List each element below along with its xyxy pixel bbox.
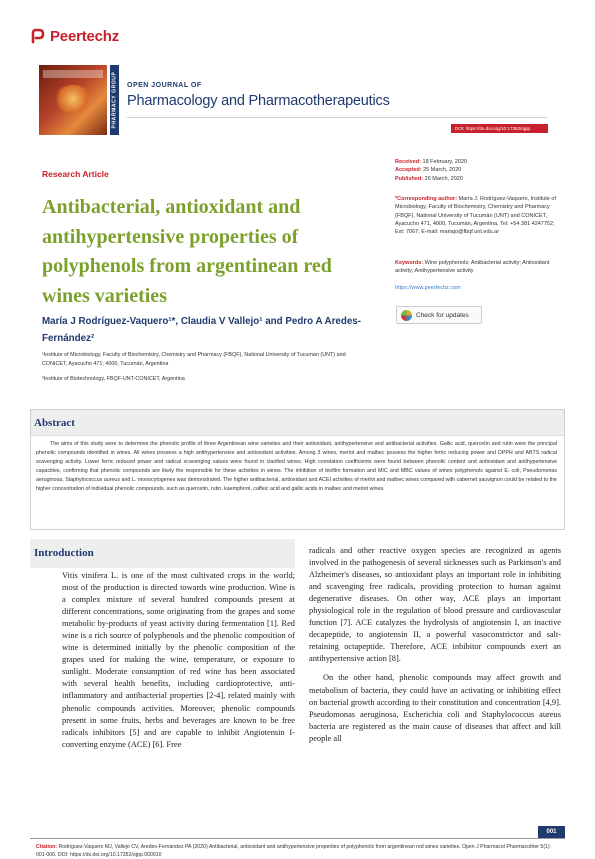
crossmark-icon [401, 310, 412, 321]
corresponding-label: *Corresponding author: [395, 196, 458, 202]
intro-paragraph-3: On the other hand, phenolic compounds may affect growth and metabolism of bacteria, they could have an activating or inhibiting effect on bacterial growth according to their constitution and concentration [4,9]. Pseudomonas aeruginosa, Escherichia coli and Staphylococcus aureus bacteria are registered as the main cause of diseases that affect and kill people all [309, 673, 561, 743]
group-strip [110, 65, 119, 135]
banner-divider [127, 117, 547, 118]
received-date: 18 February, 2020 [422, 159, 468, 165]
article-dates [395, 158, 565, 183]
publisher-logo [30, 26, 119, 46]
keywords-label: Keywords: [395, 260, 424, 266]
corresponding-text: María J. Rodríguez-Vaquero, Institute of Microbiology, Faculty of Biochemistry, Chemistry and Pharmacy (FBQF), National University of Tucumán (UNT) and CONICET, Ayacucho 471, 4000, Tucumán, Argentina, Tel: +54 381 4247752; Ext: 7067; E-mail: mariajo@fbqf.unt.edu.ar [395, 196, 556, 236]
intro-paragraph-2: radicals and other reactive oxygen species are recognized as agents involved in the pathogenesis of several sicknesses such as Parkinson's and Alzheimer's diseases, so antioxidant plays an important role in inhibiting and scavenging free radicals, providing protection to human against degenerative diseases. On other way, ACE plays an important physiological role in the regulation of blood pressure and cardiovascular function [7]. ACE catalyzes the hydrolysis of angiotensin I, an inactive decapeptide, to angiotensin II, a powerful vasoconstrictor and salt-retaining octapeptide. Therefore, ACE inhibitor compounds exert an antihypertensive action [8]. [309, 546, 561, 664]
body-right-column [309, 545, 561, 745]
doi-link[interactable]: DOI: https://dx.doi.org/10.17352/ojpp [451, 124, 548, 133]
check-for-updates-label: Check for updates [416, 311, 469, 319]
journal-cover-image [39, 65, 107, 135]
accepted-date: 25 March, 2020 [423, 167, 462, 174]
intro-paragraph-1: Vitis vinifera L. is one of the most cultivated crops in the world; most of the production is directed towards wine production. Wine is a complex mixture of several hundred compounds present at different concentrations, some originating from the grapes and some metabolic by-products of yeast activity during fermentation [1]. Red wine is a rich source of polyphenols and the phenolic composition of wine is determined initially by the phenolic composition of the grapes used for making the wine, temperature, or exposure to sunlight. Moderate consumption of red wine has been associated with several health benefits, including cardioprotective, anti-inflammatory and antibacterial properties [2-4], related mainly with phenolic compounds activities. Moreover, phenolic compounds present in some fruits, herbs and beverages are known to be free radicals inhibitors [5] and are capable to inhibit Angiotensin I-converting enzyme (ACE) [6]. Free [62, 571, 295, 749]
check-for-updates-button[interactable] [396, 306, 482, 324]
citation-text: Rodríguez-Vaquero MJ, Vallejo CV, Aredes-Fernández PA (2020) Antibacterial, antioxidant and antihypertensive properties of polyphenols from argentinean red wines varieties. Open J Pharmacol Pharmacother 5(1): 001-006. DOI: https://dx.doi.org/10.17352/ojpp.000010 [36, 844, 552, 858]
published-label: Published: [395, 175, 424, 182]
publisher-name: Peertechz [50, 27, 120, 45]
corresponding-author [395, 195, 565, 236]
affiliation-2: ²Institute of Biotechnology, FBQF-UNT-CONICET, Argentina [42, 376, 185, 382]
footer-divider [30, 838, 565, 839]
article-title: Antibacterial, antioxidant and antihypertensive properties of polyphenols from argentinean red wines varieties [42, 196, 332, 307]
received-label: Received: [395, 159, 421, 165]
accepted-label: Accepted: [395, 167, 422, 174]
abstract-text: The aims of this study were to determine the phenolic profile of three Argentinean wine varieties and their antioxidant, antihypertensive and antibacterial activities. Gallic acid, quercetin and rutin were the principal phenolic compounds identified in wines. All wines possess a high antihypertensive and antioxidant activities. Among 3 wines, merlot and malbec possess the higher ferric reducing power and DPPH and ABTS radical scavenging activity. Lower ferric reduced power and radical scavenging values were found in clarified wines. High correlation coefficients were found between phenolic content and antioxidant and antihypertensive capacities, confirming that phenolic compounds are likely the responsible for these activities in wines. The inhibition of biofilm formation and MIC and MBC values of wines polyphenols against E. coli, Pseudomonas aeruginosa, Staphylococcus aureus and L. monocytogenes was demonstrated. The higher antibacterial, antioxidant and ACEI activities of merlot and malbec wines compared with cabernet sauvignon could be related to the higher concentration of individual phenolic compounds, such as quercetin, rutin, kaempferol, caffeic acid and gallic acids in malbec and merlot wines. [36, 441, 557, 492]
body-left-column [62, 570, 295, 751]
journal-title: Pharmacology and Pharmacotherapeutics [127, 93, 390, 109]
abstract-header-band [31, 410, 564, 436]
introduction-title: Introduction [34, 547, 94, 559]
group-strip-label: PHARMACY GROUP [111, 71, 118, 129]
keywords [395, 259, 565, 276]
article-type: Research Article [42, 169, 109, 179]
article-authors: María J Rodríguez-Vaquero¹*, Claudia V Vallejo¹ and Pedro A Aredes-Fernández² [42, 316, 362, 344]
citation-label: Citation: [36, 844, 58, 850]
keywords-text: Wine polyphenols; Antibacterial activity; Antioxidant activity; Antihypertensive activity [395, 260, 550, 275]
peertechz-logo-icon [30, 28, 46, 44]
citation [36, 843, 561, 859]
published-date: 26 March, 2020 [424, 175, 463, 182]
affiliation-1: ¹Institute of Microbiology, Faculty of Biochemistry, Chemistry and Pharmacy (FBQF), National University of Tucuman (UNT) and CONICET, Ayacucho 471; 4000, Tucumán, Argentina [42, 352, 346, 367]
website-link[interactable]: https://www.peertechz.com [395, 285, 461, 291]
journal-top-line: OPEN JOURNAL OF [127, 82, 202, 89]
page-number: 001 [538, 826, 565, 838]
abstract-title: Abstract [34, 417, 75, 429]
